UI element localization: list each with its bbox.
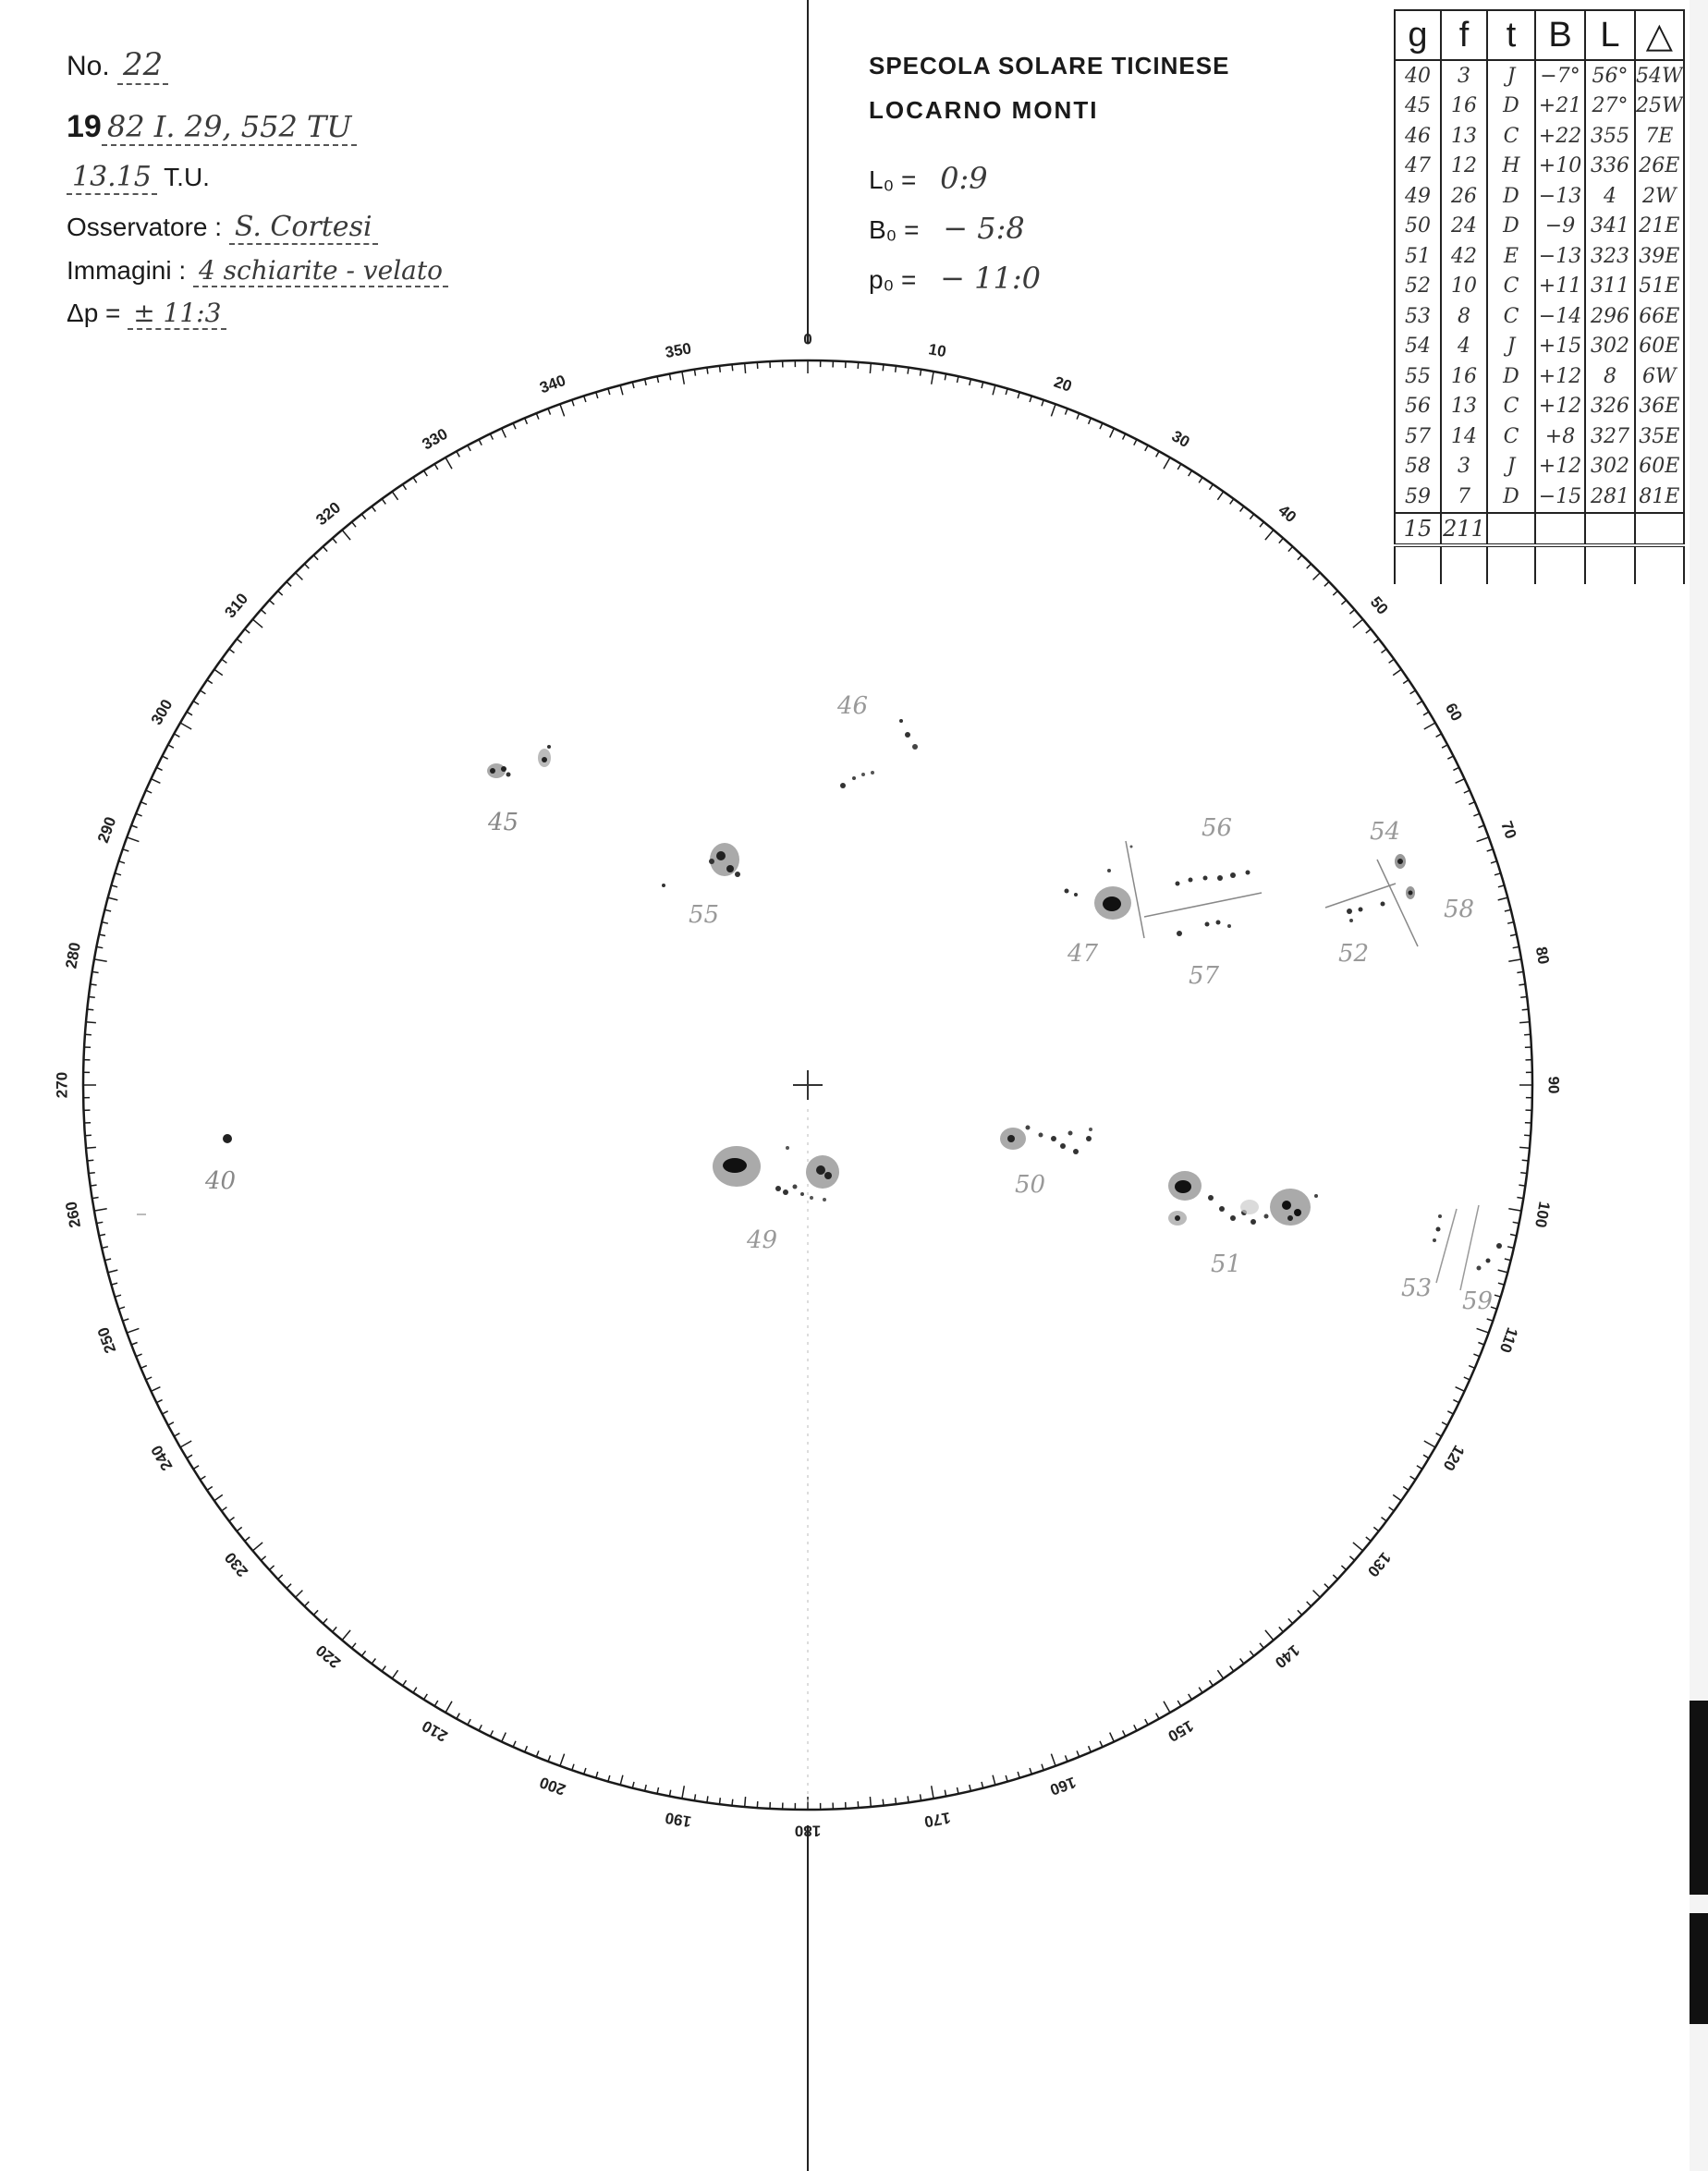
cell-l: 27°: [1585, 91, 1635, 122]
cell-b: +12: [1535, 452, 1585, 482]
cell-t: C: [1487, 272, 1535, 302]
cell-t: C: [1487, 301, 1535, 332]
cell-l: 56°: [1585, 60, 1635, 91]
tick-label-0: 0: [803, 330, 812, 348]
cell-g: 47: [1395, 152, 1441, 182]
cell-t: D: [1487, 361, 1535, 392]
cell-delta: 60E: [1635, 332, 1684, 362]
tick-label-100: 100: [1531, 1200, 1554, 1229]
drawing-number: No. 22: [67, 46, 168, 85]
cell-t: C: [1487, 421, 1535, 452]
cell-t: H: [1487, 152, 1535, 182]
sunspot-group-50: [1000, 1126, 1092, 1200]
tick-label-120: 120: [1439, 1442, 1469, 1474]
cell-t: C: [1487, 121, 1535, 152]
sunspot-group-55: [662, 843, 740, 929]
cell-f: 16: [1441, 361, 1487, 392]
scan-edge-strip: [1690, 0, 1708, 2171]
cell-l: 296: [1585, 301, 1635, 332]
cell-b: −7°: [1535, 60, 1585, 91]
tick-label-130: 130: [1363, 1548, 1395, 1580]
cell-f: 13: [1441, 121, 1487, 152]
header-g: g: [1395, 10, 1441, 60]
cell-l: 4: [1585, 181, 1635, 212]
cell-delta: 7E: [1635, 121, 1684, 152]
tick-label-240: 240: [147, 1442, 177, 1474]
l0-value: L₀ = 0:9: [869, 161, 988, 196]
cell-delta: 21E: [1635, 212, 1684, 242]
tick-label-60: 60: [1441, 700, 1466, 725]
sunspot-group-52-54-58: [1325, 818, 1474, 968]
observer: Osservatore : S. Cortesi: [67, 211, 378, 245]
tick-label-140: 140: [1271, 1640, 1303, 1672]
cell-delta: 66E: [1635, 301, 1684, 332]
cell-g: 40: [1395, 60, 1441, 91]
cell-g: 46: [1395, 121, 1441, 152]
cell-g: 52: [1395, 272, 1441, 302]
header-l: L: [1585, 10, 1635, 60]
cell-f: 12: [1441, 152, 1487, 182]
cell-t: C: [1487, 392, 1535, 422]
cell-l: 302: [1585, 332, 1635, 362]
svg-text:53: 53: [1401, 1275, 1433, 1302]
tick-label-210: 210: [419, 1716, 451, 1746]
observation-date: 19 82 I. 29, 552 TU: [67, 109, 357, 146]
tick-label-90: 90: [1544, 1076, 1563, 1094]
tick-label-290: 290: [93, 814, 120, 846]
header-delta: △: [1635, 10, 1684, 60]
cell-f: 3: [1441, 60, 1487, 91]
tick-label-160: 160: [1047, 1773, 1079, 1799]
cell-f: 14: [1441, 421, 1487, 452]
cell-delta: 35E: [1635, 421, 1684, 452]
cell-b: +15: [1535, 332, 1585, 362]
sunspot-group-49: [713, 1146, 839, 1254]
observatory-name: SPECOLA SOLARE TICINESE: [869, 52, 1230, 79]
sunspot-group-51: [1168, 1171, 1318, 1278]
cell-g: 56: [1395, 392, 1441, 422]
cell-delta: 60E: [1635, 452, 1684, 482]
tick-label-80: 80: [1531, 945, 1553, 966]
cell-t: J: [1487, 332, 1535, 362]
tick-label-190: 190: [664, 1808, 693, 1831]
cell-b: −14: [1535, 301, 1585, 332]
tick-label-150: 150: [1165, 1716, 1197, 1746]
delta-p: Δp = ± 11:3: [67, 298, 226, 330]
total-f: 211: [1441, 513, 1487, 546]
tick-label-330: 330: [419, 424, 451, 454]
cell-b: +21: [1535, 91, 1585, 122]
svg-text:49: 49: [747, 1226, 778, 1254]
cell-t: D: [1487, 181, 1535, 212]
tick-label-20: 20: [1051, 372, 1075, 396]
tick-label-270: 270: [53, 1071, 71, 1099]
cell-g: 59: [1395, 482, 1441, 513]
svg-text:47: 47: [1068, 940, 1099, 968]
cell-l: 327: [1585, 421, 1635, 452]
cell-g: 54: [1395, 332, 1441, 362]
cell-t: D: [1487, 212, 1535, 242]
svg-text:56: 56: [1202, 814, 1233, 842]
svg-text:58: 58: [1444, 896, 1475, 923]
tick-label-170: 170: [922, 1808, 952, 1831]
cell-l: 341: [1585, 212, 1635, 242]
cell-f: 13: [1441, 392, 1487, 422]
cell-delta: 25W: [1635, 91, 1684, 122]
tick-label-280: 280: [62, 941, 85, 970]
cell-l: 8: [1585, 361, 1635, 392]
tick-label-250: 250: [93, 1324, 120, 1356]
header-b: B: [1535, 10, 1585, 60]
tick-label-320: 320: [312, 498, 345, 530]
cell-g: 58: [1395, 452, 1441, 482]
tick-label-260: 260: [62, 1200, 85, 1229]
tick-label-350: 350: [664, 339, 693, 362]
cell-t: D: [1487, 91, 1535, 122]
observatory-location: LOCARNO MONTI: [869, 96, 1099, 124]
tick-label-300: 300: [147, 696, 177, 728]
sunspot-group-56-57: [1126, 814, 1262, 990]
tick-label-200: 200: [537, 1773, 568, 1799]
cell-b: +12: [1535, 361, 1585, 392]
tick-label-340: 340: [537, 371, 568, 397]
svg-text:55: 55: [689, 901, 720, 929]
cell-f: 10: [1441, 272, 1487, 302]
cell-f: 3: [1441, 452, 1487, 482]
cell-delta: 39E: [1635, 241, 1684, 272]
cell-l: 311: [1585, 272, 1635, 302]
cell-f: 26: [1441, 181, 1487, 212]
cell-g: 57: [1395, 421, 1441, 452]
tick-label-30: 30: [1168, 427, 1193, 452]
svg-text:50: 50: [1015, 1171, 1046, 1199]
tick-label-70: 70: [1497, 818, 1520, 842]
cell-b: +10: [1535, 152, 1585, 182]
tick-label-220: 220: [312, 1640, 345, 1672]
cell-b: −9: [1535, 212, 1585, 242]
svg-text:45: 45: [488, 809, 519, 836]
cell-g: 50: [1395, 212, 1441, 242]
svg-text:40: 40: [205, 1167, 237, 1195]
cell-b: −13: [1535, 241, 1585, 272]
cell-f: 8: [1441, 301, 1487, 332]
svg-text:52: 52: [1338, 940, 1370, 968]
cell-b: +12: [1535, 392, 1585, 422]
cell-l: 302: [1585, 452, 1635, 482]
tick-label-10: 10: [927, 340, 948, 361]
sunspot-group-53-59: [1401, 1205, 1502, 1315]
cell-t: E: [1487, 241, 1535, 272]
svg-text:51: 51: [1211, 1250, 1242, 1278]
cell-delta: 51E: [1635, 272, 1684, 302]
cell-l: 326: [1585, 392, 1635, 422]
cell-t: J: [1487, 452, 1535, 482]
cell-g: 55: [1395, 361, 1441, 392]
cell-t: J: [1487, 60, 1535, 91]
cell-t: D: [1487, 482, 1535, 513]
sunspot-group-45: [487, 745, 551, 836]
cell-g: 49: [1395, 181, 1441, 212]
cell-delta: 54W: [1635, 60, 1684, 91]
p0-value: p₀ = − 11:0: [869, 261, 1041, 296]
cell-l: 336: [1585, 152, 1635, 182]
cell-g: 53: [1395, 301, 1441, 332]
cell-delta: 6W: [1635, 361, 1684, 392]
header-t: t: [1487, 10, 1535, 60]
cell-delta: 36E: [1635, 392, 1684, 422]
sunspot-group-46: [836, 692, 918, 788]
cell-l: 355: [1585, 121, 1635, 152]
images-quality: Immagini : 4 schiarite - velato: [67, 255, 448, 287]
cell-b: +8: [1535, 421, 1585, 452]
sunspot-group-40: [204, 1134, 236, 1195]
total-g: 15: [1395, 513, 1441, 546]
svg-text:57: 57: [1189, 962, 1220, 990]
svg-text:59: 59: [1462, 1287, 1494, 1315]
cell-delta: 26E: [1635, 152, 1684, 182]
cell-f: 16: [1441, 91, 1487, 122]
cell-g: 45: [1395, 91, 1441, 122]
disk-center-cross: [793, 1070, 823, 1100]
cell-delta: 2W: [1635, 181, 1684, 212]
cell-f: 42: [1441, 241, 1487, 272]
tick-label-180: 180: [794, 1822, 822, 1840]
cell-b: −13: [1535, 181, 1585, 212]
cell-f: 7: [1441, 482, 1487, 513]
tick-label-110: 110: [1495, 1324, 1521, 1356]
svg-text:54: 54: [1370, 818, 1401, 846]
b0-value: B₀ = − 5:8: [869, 211, 1025, 246]
cell-g: 51: [1395, 241, 1441, 272]
cell-b: +22: [1535, 121, 1585, 152]
tick-label-230: 230: [221, 1548, 252, 1580]
cell-l: 281: [1585, 482, 1635, 513]
cell-b: +11: [1535, 272, 1585, 302]
cell-f: 24: [1441, 212, 1487, 242]
cell-delta: 81E: [1635, 482, 1684, 513]
svg-text:46: 46: [837, 692, 869, 720]
cell-f: 4: [1441, 332, 1487, 362]
tick-label-50: 50: [1366, 592, 1392, 618]
cell-b: −15: [1535, 482, 1585, 513]
header-f: f: [1441, 10, 1487, 60]
observation-time: 13.15 T.U.: [67, 161, 210, 195]
tick-label-310: 310: [221, 590, 252, 622]
tick-label-40: 40: [1275, 501, 1300, 527]
cell-l: 323: [1585, 241, 1635, 272]
sunspot-group-47: [1065, 846, 1133, 969]
